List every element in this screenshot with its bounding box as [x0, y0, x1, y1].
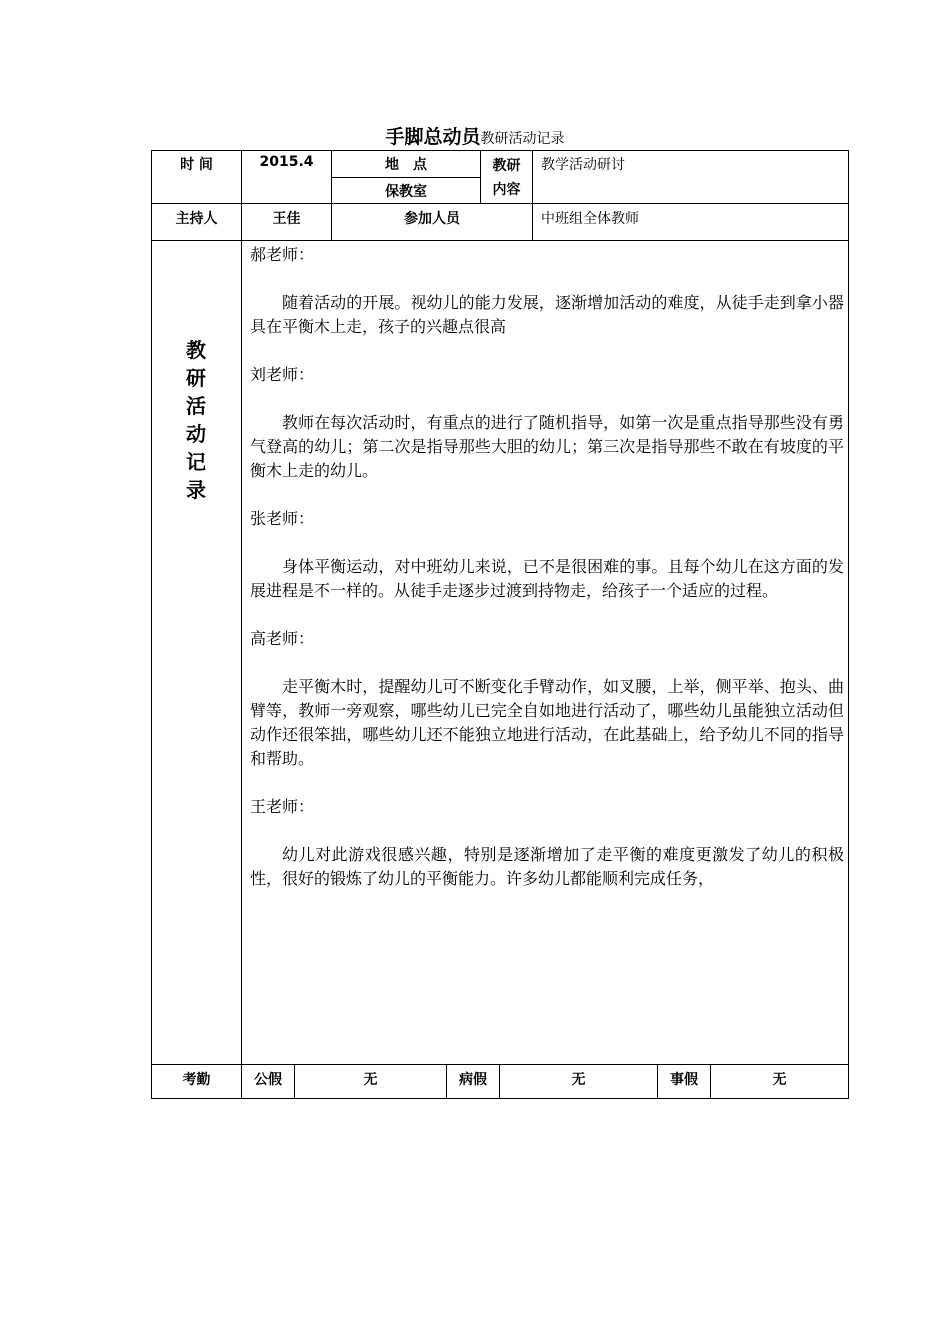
personal-leave-value: 无: [772, 1072, 787, 1088]
personal-leave-label: 事假: [670, 1072, 698, 1088]
side-char: 活: [186, 394, 206, 418]
content-label-line1: 教研: [492, 158, 521, 174]
side-char: 录: [186, 478, 206, 502]
sick-leave-label: 病假: [459, 1072, 487, 1088]
side-char: 教: [186, 338, 206, 362]
place-value: 保教室: [385, 184, 427, 200]
host-label: 主持人: [175, 211, 218, 227]
content-label: [481, 154, 532, 202]
speaker-comment: 走平衡木时，提醒幼儿可不断变化手臂动作，如叉腰，上举，侧平举、抱头、曲臂等，教师一旁观察，哪些幼儿已完全自如地进行活动了，哪些幼儿虽能独立活动但动作还很笨拙，哪些幼儿还不能独立地进行活动，在此基础上，给予幼儿不同的指导和帮助。: [250, 677, 844, 768]
public-leave-value: 无: [363, 1072, 378, 1088]
public-leave-label: 公假: [254, 1072, 282, 1088]
side-char: 动: [186, 422, 206, 446]
attendance-label: 考勤: [182, 1072, 211, 1088]
place-label: 地 点: [385, 157, 427, 173]
speaker-name: 郝老师：: [250, 245, 315, 264]
sick-leave-value: 无: [571, 1072, 586, 1088]
speaker-comment: 幼儿对此游戏很感兴趣，特别是逐渐增加了走平衡的难度更激发了幼儿的积极性，很好的锻炼了幼儿的平衡能力。许多幼儿都能顺利完成任务，: [250, 845, 844, 888]
speaker-comment: 教师在每次活动时，有重点的进行了随机指导，如第一次是重点指导那些没有勇气登高的幼儿；第二次是指导那些大胆的幼儿；第三次是指导那些不敢在有坡度的平衡木上走的幼儿。: [250, 413, 844, 480]
record-side-label: [151, 336, 241, 504]
title-sub: 教研活动记录: [480, 131, 565, 147]
document-title: [0, 124, 950, 152]
content-label-line2: 内容: [492, 182, 521, 198]
speaker-name: 刘老师：: [250, 365, 315, 384]
record-content: [250, 243, 844, 915]
participants-value: 中班组全体教师: [541, 211, 639, 227]
speaker-name: 张老师：: [250, 509, 315, 528]
time-value: 2015.4: [259, 154, 314, 170]
speaker-comment: 随着活动的开展。视幼儿的能力发展，逐渐增加活动的难度，从徒手走到拿小器具在平衡木上走，孩子的兴趣点很高: [250, 293, 844, 336]
content-value: 教学活动研讨: [541, 157, 625, 173]
host-value: 王佳: [272, 211, 301, 227]
title-main: 手脚总动员: [385, 126, 481, 148]
speaker-name: 王老师：: [250, 797, 315, 816]
speaker-name: 高老师：: [250, 629, 315, 648]
speaker-comment: 身体平衡运动，对中班幼儿来说，已不是很困难的事。且每个幼儿在这方面的发展进程是不一样的。从徒手走逐步过渡到持物走，给孩子一个适应的过程。: [250, 557, 844, 600]
time-label: 时 间: [180, 157, 213, 173]
side-char: 记: [186, 450, 206, 474]
side-char: 研: [186, 366, 206, 390]
participants-label: 参加人员: [404, 211, 460, 227]
